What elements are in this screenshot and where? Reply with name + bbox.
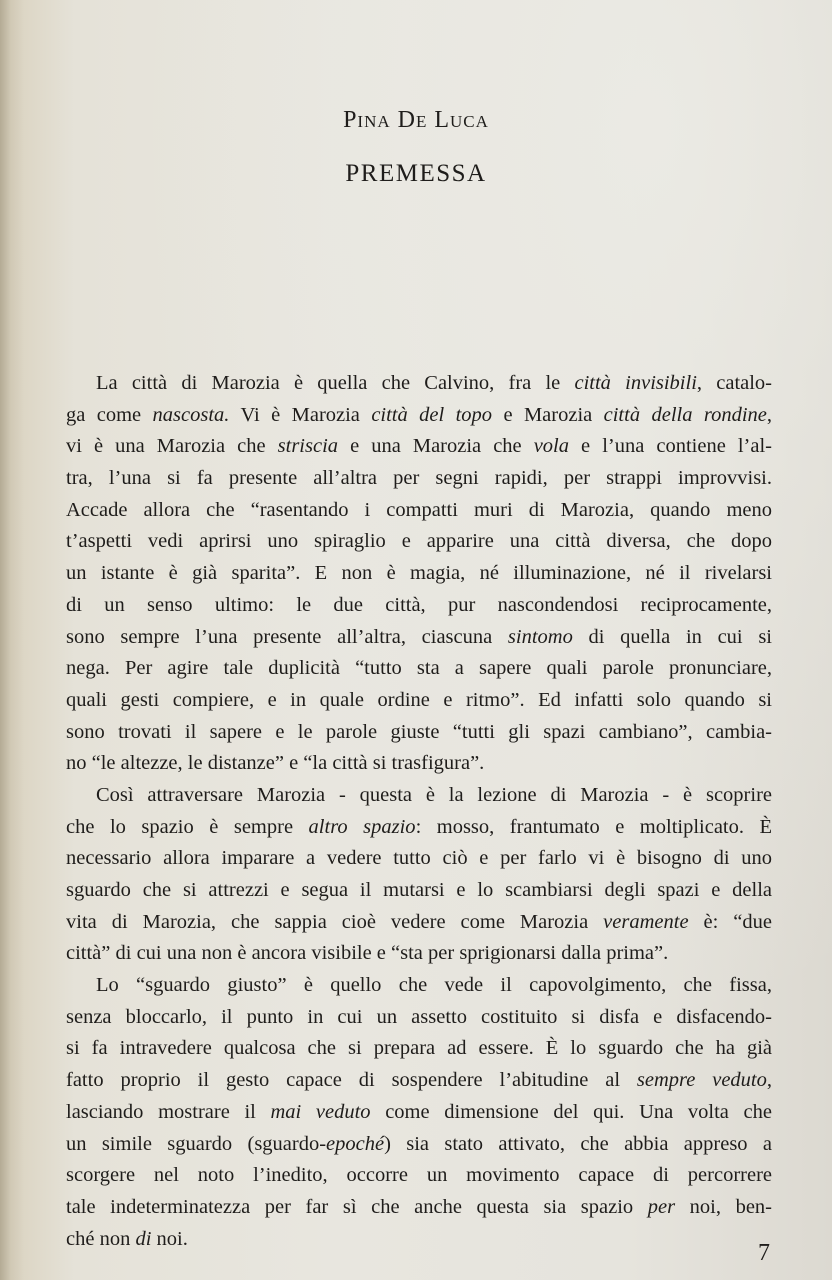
text-line [66,1192,772,1224]
text-run: : mosso, frantumato e moltiplicato. È [415,815,773,838]
paragraph [66,780,772,970]
text-line [66,875,772,907]
text-run: necessario allora imparare a vedere tutto ciò e per farlo vi è bisogno di uno [66,847,772,870]
text-run: ché non [66,1227,136,1250]
text-run: lasciando mostrare il [66,1100,271,1123]
text-run: , [766,1069,773,1092]
chapter-title: PREMESSA [345,160,487,187]
text-run: città” di cui una non è ancora visibile e “sta per sprigionarsi dalla prima”. [66,942,669,965]
text-line [66,463,772,495]
text-run: Lo “sguardo giusto” è quello che vede il capovolgimento, che fissa, [96,974,772,997]
text-line [66,812,772,844]
text-line [66,843,772,875]
text-run: che lo spazio è sempre [66,815,309,838]
text-line [66,907,772,939]
text-line [66,526,772,558]
text-line [66,1160,772,1192]
text-line [66,1033,772,1065]
text-line [66,1097,772,1129]
text-line [66,1224,772,1256]
text-run: noi. [151,1227,188,1250]
italic-text: epoché [326,1132,385,1155]
text-run: e Marozia [492,403,604,426]
italic-text: striscia [277,435,339,458]
text-run: ) sia stato attivato, che abbia appreso a [384,1132,772,1155]
text-line [66,1065,772,1097]
text-line [66,400,772,432]
text-run: , [766,403,772,426]
body-text [66,368,772,1255]
text-run: e una Marozia che [338,435,534,458]
text-run: come dimensione del qui. Una volta che [370,1100,772,1123]
text-run: noi, ben- [675,1195,773,1218]
text-run: sono sempre l’una presente all’altra, ciascuna [66,625,508,648]
text-run: vita di Marozia, che sappia cioè vedere come Marozia [66,910,604,933]
text-line [66,1129,772,1161]
text-run: di un senso ultimo: le due città, pur nascondendosi reciprocamente, [66,593,772,616]
text-line [66,495,772,527]
text-run: , catalo- [696,372,773,394]
text-line [66,558,772,590]
text-run: tra, l’una si fa presente all’altra per segni rapidi, per strappi improvvisi. [66,467,772,490]
text-line [66,590,772,622]
italic-text: vola [533,435,569,458]
text-run: sono trovati il sapere e le parole giuste “tutti gli spazi cambiano”, cambia- [66,720,772,743]
text-run: no “le altezze, le distanze” e “la città si trasfigura”. [66,752,485,775]
text-line [66,938,772,970]
text-line [66,970,772,1002]
italic-text: per [647,1195,676,1218]
text-line [66,368,772,400]
page-number: 7 [758,1240,770,1266]
paragraph [66,970,772,1255]
text-run: e l’una contiene l’al- [569,435,772,458]
text-run: Così attraversare Marozia - questa è la lezione di Marozia - è scoprire [96,783,772,806]
italic-text: nascosta. [152,403,230,426]
italic-text: altro spazio [308,815,416,838]
text-run: vi è una Marozia che [66,435,278,458]
italic-text: città della rondine [603,403,767,426]
spine-shadow [0,0,24,1280]
text-run: quali gesti compiere, e in quale ordine e ritmo”. Ed infatti solo quando si [66,688,772,711]
text-run: t’aspetti vedi aprirsi uno spiraglio e apparire una città diversa, che dopo [66,530,772,553]
text-run: un istante è già sparita”. E non è magia, né illuminazione, né il rivelarsi [66,562,772,585]
text-line [66,1002,772,1034]
italic-text: sintomo [507,625,573,648]
italic-text: città del topo [371,403,493,426]
text-line [66,685,772,717]
text-run: nega. Per agire tale duplicità “tutto sta a sapere quali parole pronunciare, [66,657,772,680]
text-line [66,780,772,812]
text-line [66,653,772,685]
text-run: sguardo che si attrezzi e segua il mutarsi e lo scambiarsi degli spazi e della [66,879,772,901]
paragraph [66,368,772,780]
text-run: scorgere nel noto l’inedito, occorre un movimento capace di percorrere [66,1164,772,1187]
italic-text: città invisibili [574,372,697,394]
italic-text: veramente [603,910,689,933]
text-run: è: “due [688,910,772,933]
text-run: si fa intravedere qualcosa che si prepara ad essere. È lo sguardo che ha già [66,1037,772,1060]
text-run: La città di Marozia è quella che Calvino, fra le [96,372,575,394]
text-run: senza bloccarlo, il punto in cui un assetto costituito si disfa e disfacendo- [66,1005,772,1028]
text-line [66,431,772,463]
text-run: ga come [66,403,153,426]
author-name: Pina De Luca [343,107,489,133]
italic-text: di [135,1227,152,1250]
text-line [66,717,772,749]
text-run: Accade allora che “rasentando i compatti muri di Marozia, quando meno [66,498,772,521]
text-line [66,622,772,654]
text-run: tale indeterminatezza per far sì che anche questa sia spazio [66,1195,648,1218]
text-run: Vi è Marozia [229,403,372,426]
text-run: un simile sguardo (sguardo- [66,1132,327,1155]
text-run: di quella in cui si [572,625,772,648]
text-line [66,748,772,780]
italic-text: mai veduto [270,1100,371,1123]
text-run: fatto proprio il gesto capace di sospendere l’abitudine al [66,1069,637,1092]
italic-text: sempre veduto [636,1069,767,1092]
